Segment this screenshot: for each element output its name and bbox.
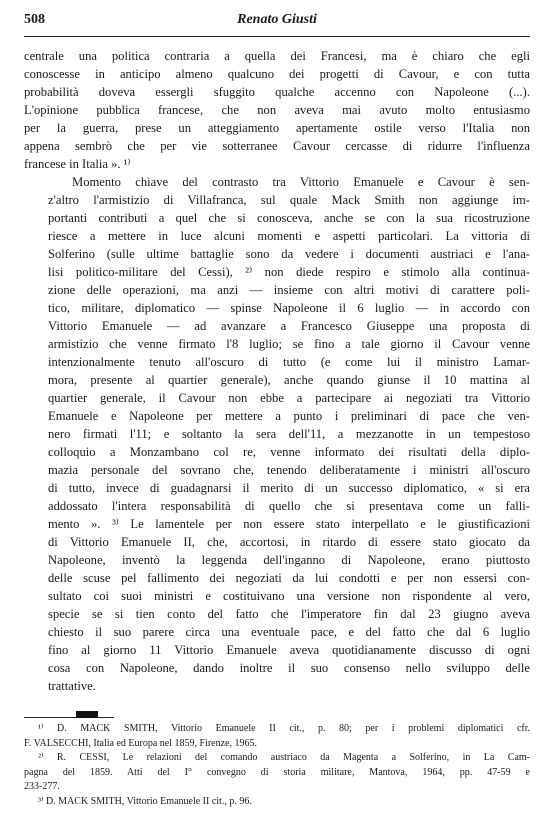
body-text <box>24 47 530 695</box>
header-rule <box>24 36 530 37</box>
text-line: per la guerra, prese un atteggiamento apertamente ostile verso l'Italia non <box>24 121 530 135</box>
text-line: portanti contributi a quel che si conosceva, anche se con la sua ricostruzione <box>48 211 530 225</box>
footnote-line: ²⁾ R. CESSI, Le relazioni del comando austriaco da Magenta a Solferino, in La Cam- <box>38 752 530 763</box>
text-line: cosa con Napoleone, dando inoltre il suo consenso nello sviluppo delle <box>48 661 530 675</box>
text-line: di Vittorio Emanuele II, che, accortosi, in ritardo di essere stato giocato da <box>48 535 530 549</box>
footnote <box>24 722 530 751</box>
text-line: colloquio a Monzambano col re, venne informato dei risultati della diplo- <box>48 445 530 459</box>
text-line: armistizio che venne firmato l'8 luglio; se fino a tale giorno il Cavour venne <box>48 337 530 351</box>
text-line: lisi politico-militare del Cessi), ²⁾ non diede respiro e stimolo alla continua- <box>48 265 530 279</box>
running-head: Renato Giusti <box>237 12 317 27</box>
text-line: Napoleone, inventò la leggenda dell'inganno di Napoleone, erano piuttosto <box>48 553 530 567</box>
text-line: tico, militare, diplomatico — spinse Napoleone il 6 luglio — in accordo con <box>48 301 530 315</box>
text-line: L'opinione pubblica francese, che non aveva mai avuto molto entusiasmo <box>24 103 530 117</box>
footnote-rule <box>24 717 114 718</box>
footnote-line: ³⁾ D. MACK SMITH, Vittorio Emanuele II cit., p. 96. <box>38 795 252 807</box>
page-header <box>24 12 530 34</box>
paragraph <box>24 47 530 173</box>
text-line: specie se si tien conto del fatto che l'imperatore fin dal 23 giugno aveva <box>48 607 530 621</box>
text-line: nero firmati l'11; e soltanto la sera dell'11, a mezzanotte in un tempestoso <box>48 427 530 441</box>
text-line: mento ». ³⁾ Le lamentele per non essere stato interpellato e le giustificazioni <box>48 517 530 531</box>
page-number: 508 <box>24 12 45 27</box>
footnote-line: F. VALSECCHI, Italia ed Europa nel 1859, Firenze, 1965. <box>24 737 257 749</box>
text-line: conoscesse in anticipo almeno qualcuno dei progetti di Cavour, e con tutta <box>24 67 530 81</box>
footnote <box>24 795 530 810</box>
footnote-line: 233-277. <box>24 781 60 792</box>
text-line: di tutto, invece di guadagnarsi il merito di un successo diplomatico, « si era <box>48 481 530 495</box>
ink-blot <box>76 711 98 718</box>
text-line: delle scuse pel fallimento dei negoziati da lui condotti e per non essersi con- <box>48 571 530 585</box>
text-line: riesce a mettere in luce alcuni momenti e aspetti particolari. La vittoria di <box>48 229 530 243</box>
text-line: Vittorio Emanuele — ad avanzare a Francesco Giuseppe una proposta di <box>48 319 530 333</box>
text-line: fino al giorno 11 Vittorio Emanuele aveva quotidianamente discusso di ogni <box>48 643 530 657</box>
text-line: francese in Italia ». ¹⁾ <box>24 157 131 171</box>
text-line: addossato l'intera responsabilità di quello che si presentava come un falli- <box>48 499 530 513</box>
text-line: chiesto il suo parere circa una eventuale pace, e del fatto che dal 6 luglio <box>48 625 530 639</box>
text-line: mazia personale del sovrano che, tenendo deliberatamente i ministri all'oscuro <box>48 463 530 477</box>
text-line: trattative. <box>48 679 96 693</box>
text-line: Emanuele e Napoleone per mettere a punto i preliminari di pace che ven- <box>48 409 530 423</box>
footnote-line: ¹⁾ D. MACK SMITH, Vittorio Emanuele II cit., p. 80; per i problemi diplomatici cfr. <box>38 723 530 734</box>
text-line: sultato coi suoi ministri e costituivano una versione non rispondente al vero, <box>48 589 530 603</box>
text-line: appena sembrò che per vie sotterranee Cavour cercasse di ridurre l'influenza <box>24 139 530 153</box>
paragraph <box>24 173 530 695</box>
text-line: probabilità doveva essergli sfuggito qualche accenno con Napoleone (...). <box>24 85 530 99</box>
text-line: mora, presente al quartier generale), anche quando giunse il 10 mattina al <box>48 373 530 387</box>
text-line: Solferino (sulle ultime battaglie sono da vedere i documenti austriaci e l'ana- <box>48 247 530 261</box>
text-line: centrale una politica contraria a quella dei Francesi, ma è chiaro che egli <box>24 49 530 63</box>
footnotes <box>24 722 530 809</box>
page <box>24 12 530 809</box>
footnote-line: pagna del 1859. Atti del I° convegno di storia militare, Mantova, 1964, pp. 47-59 e <box>24 766 530 778</box>
text-line: intenzionalmente tenuto all'oscuro di tutto (e come lui il ministro Lamar- <box>48 355 530 369</box>
text-line: z'altro l'armistizio di Villafranca, sul quale Mack Smith non aggiunge im- <box>48 193 530 207</box>
footnote <box>24 751 530 795</box>
text-line: Momento chiave del contrasto tra Vittorio Emanuele e Cavour è sen- <box>72 175 530 189</box>
text-line: quartier generale, il Cavour non ebbe a partecipare ai negoziati tra Vittorio <box>48 391 530 405</box>
text-line: zione delle operazioni, ma anzi — insieme con altri motivi di carattere poli- <box>48 283 530 297</box>
